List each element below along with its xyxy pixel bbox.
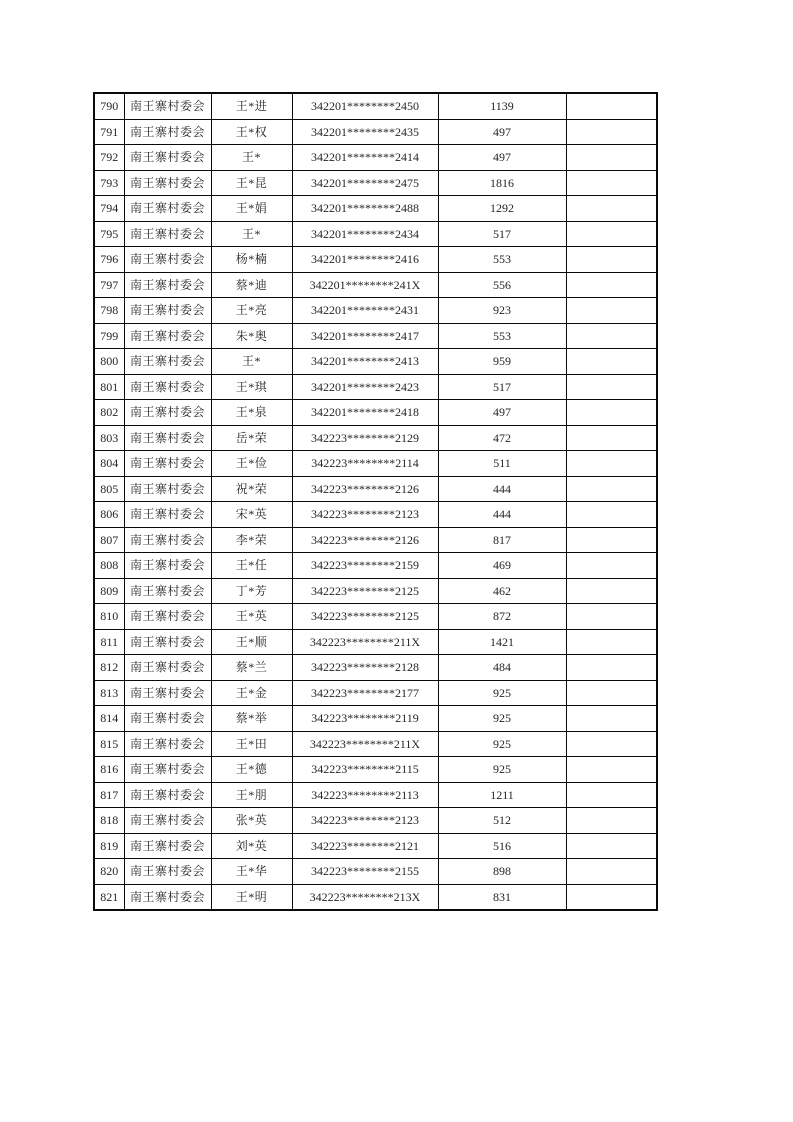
cell-village-name: 南王寨村委会 — [124, 655, 211, 681]
cell-row-number: 811 — [94, 629, 124, 655]
cell-village-name: 南王寨村委会 — [124, 93, 211, 119]
cell-id-number: 342201********2450 — [292, 93, 438, 119]
cell-person-name: 王*权 — [211, 119, 292, 145]
cell-person-name: 王*金 — [211, 680, 292, 706]
cell-village-name: 南王寨村委会 — [124, 884, 211, 910]
cell-amount: 553 — [438, 323, 566, 349]
cell-village-name: 南王寨村委会 — [124, 604, 211, 630]
cell-village-name: 南王寨村委会 — [124, 808, 211, 834]
cell-id-number: 342223********211X — [292, 731, 438, 757]
cell-empty — [566, 884, 657, 910]
cell-id-number: 342223********2159 — [292, 553, 438, 579]
cell-person-name: 王*顺 — [211, 629, 292, 655]
cell-person-name: 王*琪 — [211, 374, 292, 400]
cell-amount: 553 — [438, 247, 566, 273]
cell-row-number: 808 — [94, 553, 124, 579]
cell-id-number: 342223********2128 — [292, 655, 438, 681]
cell-village-name: 南王寨村委会 — [124, 298, 211, 324]
cell-empty — [566, 451, 657, 477]
table-row — [94, 578, 657, 604]
cell-row-number: 810 — [94, 604, 124, 630]
table-row — [94, 323, 657, 349]
cell-person-name: 杨*楠 — [211, 247, 292, 273]
table-row — [94, 859, 657, 885]
cell-village-name: 南王寨村委会 — [124, 476, 211, 502]
cell-person-name: 王*德 — [211, 757, 292, 783]
cell-id-number: 342201********2417 — [292, 323, 438, 349]
cell-empty — [566, 247, 657, 273]
cell-empty — [566, 272, 657, 298]
cell-row-number: 792 — [94, 145, 124, 171]
cell-empty — [566, 170, 657, 196]
cell-row-number: 807 — [94, 527, 124, 553]
cell-amount: 444 — [438, 476, 566, 502]
table-row — [94, 553, 657, 579]
cell-id-number: 342223********2129 — [292, 425, 438, 451]
cell-row-number: 799 — [94, 323, 124, 349]
cell-amount: 898 — [438, 859, 566, 885]
cell-id-number: 342223********211X — [292, 629, 438, 655]
cell-id-number: 342201********2416 — [292, 247, 438, 273]
cell-amount: 497 — [438, 119, 566, 145]
cell-person-name: 蔡*举 — [211, 706, 292, 732]
cell-row-number: 801 — [94, 374, 124, 400]
cell-village-name: 南王寨村委会 — [124, 425, 211, 451]
cell-amount: 516 — [438, 833, 566, 859]
cell-person-name: 王*亮 — [211, 298, 292, 324]
roster-table — [93, 92, 658, 911]
cell-id-number: 342223********2119 — [292, 706, 438, 732]
cell-village-name: 南王寨村委会 — [124, 400, 211, 426]
cell-id-number: 342223********2125 — [292, 578, 438, 604]
cell-row-number: 796 — [94, 247, 124, 273]
cell-village-name: 南王寨村委会 — [124, 502, 211, 528]
cell-village-name: 南王寨村委会 — [124, 680, 211, 706]
cell-village-name: 南王寨村委会 — [124, 451, 211, 477]
cell-id-number: 342223********2126 — [292, 527, 438, 553]
cell-amount: 925 — [438, 680, 566, 706]
cell-row-number: 816 — [94, 757, 124, 783]
cell-village-name: 南王寨村委会 — [124, 859, 211, 885]
cell-empty — [566, 553, 657, 579]
cell-amount: 1816 — [438, 170, 566, 196]
cell-empty — [566, 680, 657, 706]
cell-id-number: 342223********2177 — [292, 680, 438, 706]
cell-empty — [566, 833, 657, 859]
cell-village-name: 南王寨村委会 — [124, 170, 211, 196]
cell-id-number: 342201********2418 — [292, 400, 438, 426]
cell-id-number: 342223********2123 — [292, 808, 438, 834]
cell-empty — [566, 655, 657, 681]
cell-row-number: 805 — [94, 476, 124, 502]
cell-id-number: 342223********2113 — [292, 782, 438, 808]
cell-amount: 462 — [438, 578, 566, 604]
cell-person-name: 王*俭 — [211, 451, 292, 477]
cell-amount: 1421 — [438, 629, 566, 655]
cell-empty — [566, 604, 657, 630]
cell-person-name: 王*田 — [211, 731, 292, 757]
cell-id-number: 342201********2434 — [292, 221, 438, 247]
table-row — [94, 145, 657, 171]
cell-village-name: 南王寨村委会 — [124, 247, 211, 273]
table-row — [94, 476, 657, 502]
cell-id-number: 342223********2126 — [292, 476, 438, 502]
cell-row-number: 813 — [94, 680, 124, 706]
cell-amount: 872 — [438, 604, 566, 630]
cell-id-number: 342223********2155 — [292, 859, 438, 885]
cell-person-name: 王*娟 — [211, 196, 292, 222]
cell-person-name: 王*昆 — [211, 170, 292, 196]
cell-amount: 1211 — [438, 782, 566, 808]
cell-id-number: 342201********2475 — [292, 170, 438, 196]
cell-row-number: 806 — [94, 502, 124, 528]
cell-empty — [566, 93, 657, 119]
table-row — [94, 706, 657, 732]
cell-id-number: 342201********2435 — [292, 119, 438, 145]
table-row — [94, 400, 657, 426]
cell-empty — [566, 527, 657, 553]
cell-row-number: 819 — [94, 833, 124, 859]
cell-empty — [566, 425, 657, 451]
cell-village-name: 南王寨村委会 — [124, 629, 211, 655]
table-row — [94, 272, 657, 298]
cell-empty — [566, 145, 657, 171]
cell-id-number: 342223********2115 — [292, 757, 438, 783]
cell-village-name: 南王寨村委会 — [124, 757, 211, 783]
cell-row-number: 791 — [94, 119, 124, 145]
cell-amount: 925 — [438, 731, 566, 757]
cell-amount: 817 — [438, 527, 566, 553]
cell-village-name: 南王寨村委会 — [124, 782, 211, 808]
table-row — [94, 655, 657, 681]
cell-amount: 1292 — [438, 196, 566, 222]
cell-person-name: 王*泉 — [211, 400, 292, 426]
cell-village-name: 南王寨村委会 — [124, 527, 211, 553]
cell-village-name: 南王寨村委会 — [124, 349, 211, 375]
table-row — [94, 808, 657, 834]
cell-amount: 1139 — [438, 93, 566, 119]
cell-id-number: 342223********2121 — [292, 833, 438, 859]
cell-village-name: 南王寨村委会 — [124, 145, 211, 171]
cell-amount: 925 — [438, 757, 566, 783]
cell-empty — [566, 731, 657, 757]
cell-row-number: 821 — [94, 884, 124, 910]
cell-row-number: 815 — [94, 731, 124, 757]
cell-person-name: 李*荣 — [211, 527, 292, 553]
cell-empty — [566, 757, 657, 783]
cell-person-name: 祝*荣 — [211, 476, 292, 502]
cell-amount: 923 — [438, 298, 566, 324]
cell-row-number: 804 — [94, 451, 124, 477]
table-row — [94, 451, 657, 477]
cell-empty — [566, 298, 657, 324]
cell-empty — [566, 706, 657, 732]
cell-id-number: 342201********2414 — [292, 145, 438, 171]
cell-village-name: 南王寨村委会 — [124, 578, 211, 604]
cell-amount: 497 — [438, 145, 566, 171]
cell-amount: 444 — [438, 502, 566, 528]
cell-empty — [566, 476, 657, 502]
cell-row-number: 803 — [94, 425, 124, 451]
table-row — [94, 374, 657, 400]
table-row — [94, 680, 657, 706]
cell-person-name: 王*华 — [211, 859, 292, 885]
cell-row-number: 802 — [94, 400, 124, 426]
cell-row-number: 797 — [94, 272, 124, 298]
cell-person-name: 岳*荣 — [211, 425, 292, 451]
cell-person-name: 王* — [211, 145, 292, 171]
cell-id-number: 342223********2123 — [292, 502, 438, 528]
cell-person-name: 王*英 — [211, 604, 292, 630]
cell-empty — [566, 374, 657, 400]
cell-id-number: 342223********2125 — [292, 604, 438, 630]
cell-person-name: 宋*英 — [211, 502, 292, 528]
table-body — [94, 93, 657, 910]
table-row — [94, 349, 657, 375]
cell-empty — [566, 502, 657, 528]
cell-amount: 556 — [438, 272, 566, 298]
cell-person-name: 王*明 — [211, 884, 292, 910]
cell-person-name: 王*进 — [211, 93, 292, 119]
cell-empty — [566, 349, 657, 375]
cell-empty — [566, 629, 657, 655]
table-row — [94, 221, 657, 247]
cell-amount: 925 — [438, 706, 566, 732]
table-row — [94, 502, 657, 528]
cell-amount: 497 — [438, 400, 566, 426]
cell-row-number: 794 — [94, 196, 124, 222]
table-row — [94, 833, 657, 859]
cell-village-name: 南王寨村委会 — [124, 119, 211, 145]
cell-id-number: 342201********2413 — [292, 349, 438, 375]
cell-village-name: 南王寨村委会 — [124, 706, 211, 732]
cell-id-number: 342223********2114 — [292, 451, 438, 477]
cell-row-number: 809 — [94, 578, 124, 604]
cell-amount: 517 — [438, 374, 566, 400]
cell-row-number: 798 — [94, 298, 124, 324]
cell-empty — [566, 578, 657, 604]
cell-amount: 484 — [438, 655, 566, 681]
table-row — [94, 731, 657, 757]
cell-row-number: 790 — [94, 93, 124, 119]
cell-person-name: 张*英 — [211, 808, 292, 834]
cell-village-name: 南王寨村委会 — [124, 221, 211, 247]
cell-amount: 469 — [438, 553, 566, 579]
cell-row-number: 814 — [94, 706, 124, 732]
cell-village-name: 南王寨村委会 — [124, 833, 211, 859]
cell-id-number: 342201********2423 — [292, 374, 438, 400]
cell-row-number: 800 — [94, 349, 124, 375]
table-row — [94, 196, 657, 222]
cell-person-name: 蔡*兰 — [211, 655, 292, 681]
cell-empty — [566, 400, 657, 426]
table-row — [94, 629, 657, 655]
cell-amount: 511 — [438, 451, 566, 477]
table-row — [94, 782, 657, 808]
cell-id-number: 342201********2431 — [292, 298, 438, 324]
table-row — [94, 604, 657, 630]
cell-empty — [566, 808, 657, 834]
cell-row-number: 793 — [94, 170, 124, 196]
cell-person-name: 王*任 — [211, 553, 292, 579]
cell-empty — [566, 782, 657, 808]
cell-village-name: 南王寨村委会 — [124, 196, 211, 222]
table-row — [94, 170, 657, 196]
cell-person-name: 刘*英 — [211, 833, 292, 859]
table-row — [94, 425, 657, 451]
cell-person-name: 蔡*迪 — [211, 272, 292, 298]
cell-village-name: 南王寨村委会 — [124, 272, 211, 298]
cell-amount: 512 — [438, 808, 566, 834]
cell-person-name: 王* — [211, 221, 292, 247]
table-row — [94, 757, 657, 783]
cell-person-name: 丁*芳 — [211, 578, 292, 604]
table-row — [94, 93, 657, 119]
cell-id-number: 342201********241X — [292, 272, 438, 298]
cell-amount: 831 — [438, 884, 566, 910]
cell-amount: 959 — [438, 349, 566, 375]
cell-row-number: 818 — [94, 808, 124, 834]
cell-village-name: 南王寨村委会 — [124, 323, 211, 349]
table-row — [94, 884, 657, 910]
cell-empty — [566, 859, 657, 885]
cell-empty — [566, 323, 657, 349]
cell-village-name: 南王寨村委会 — [124, 374, 211, 400]
cell-row-number: 812 — [94, 655, 124, 681]
cell-row-number: 795 — [94, 221, 124, 247]
cell-village-name: 南王寨村委会 — [124, 731, 211, 757]
table-row — [94, 527, 657, 553]
cell-id-number: 342223********213X — [292, 884, 438, 910]
cell-person-name: 王*朋 — [211, 782, 292, 808]
cell-row-number: 820 — [94, 859, 124, 885]
cell-empty — [566, 221, 657, 247]
table-row — [94, 119, 657, 145]
cell-empty — [566, 196, 657, 222]
cell-row-number: 817 — [94, 782, 124, 808]
table-row — [94, 298, 657, 324]
cell-amount: 472 — [438, 425, 566, 451]
cell-person-name: 王* — [211, 349, 292, 375]
cell-amount: 517 — [438, 221, 566, 247]
table-row — [94, 247, 657, 273]
cell-person-name: 朱*奥 — [211, 323, 292, 349]
cell-id-number: 342201********2488 — [292, 196, 438, 222]
cell-empty — [566, 119, 657, 145]
cell-village-name: 南王寨村委会 — [124, 553, 211, 579]
